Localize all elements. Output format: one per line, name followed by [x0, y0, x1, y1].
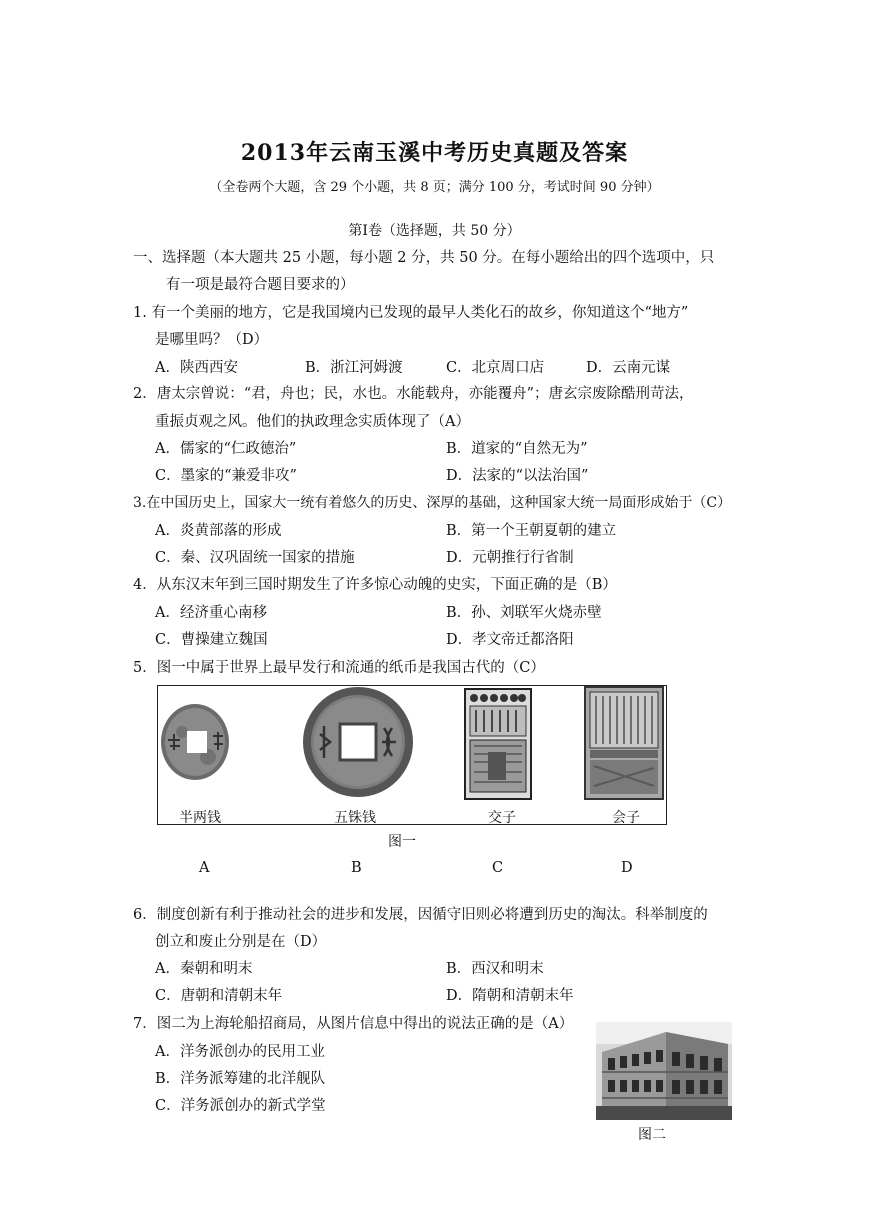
caption-banliang: 半两钱 — [179, 810, 221, 826]
section-heading: 第Ⅰ卷（选择题，共 50 分） — [348, 223, 521, 239]
figure-1-label: 图一 — [388, 834, 416, 850]
instructions-line-1: 一、选择题（本大题共 25 小题，每小题 2 分，共 50 分。在每小题给出的四个选项中，只 — [133, 250, 715, 266]
q6-option-d: D．隋朝和清朝末年 — [446, 988, 574, 1004]
q1-option-d: D．云南元谋 — [586, 360, 671, 376]
q7-option-b: B．洋务派筹建的北洋舰队 — [155, 1071, 326, 1087]
q5-option-c: C — [492, 860, 504, 876]
q2-option-d: D．法家的“以法治国” — [446, 468, 589, 484]
q3-option-c: C．秦、汉巩固统一国家的措施 — [155, 550, 355, 566]
q5-option-d: D — [621, 860, 633, 876]
q3-option-b: B．第一个王朝夏朝的建立 — [446, 523, 617, 539]
huizi-note-image — [584, 686, 664, 800]
caption-wuzhu: 五铢钱 — [334, 810, 376, 826]
q4-option-d: D．孝文帝迁都洛阳 — [446, 632, 574, 648]
q1-option-b: B．浙江河姆渡 — [305, 360, 403, 376]
q3-option-a: A．炎黄部落的形成 — [155, 523, 282, 539]
q5-stem: 5．图一中属于世界上最早发行和流通的纸币是我国古代的（C） — [133, 660, 545, 676]
q2-option-c: C．墨家的“兼爱非攻” — [155, 468, 297, 484]
q5-option-b: B — [351, 860, 362, 876]
banliang-coin-image — [160, 702, 230, 782]
q1-stem-cont: 是哪里吗？（D） — [155, 332, 269, 348]
figure-2-label: 图二 — [638, 1127, 666, 1143]
q3-option-d: D．元朝推行行省制 — [446, 550, 574, 566]
q2-stem-cont: 重振贞观之风。他们的执政理念实质体现了（A） — [155, 414, 470, 430]
q3-stem: 3.在中国历史上，国家大一统有着悠久的历史、深厚的基础，这种国家大统一局面形成始于（C） — [133, 495, 732, 511]
page-title: 2013年云南玉溪中考历史真题及答案 — [240, 140, 629, 166]
caption-jiaozi: 交子 — [488, 810, 516, 826]
q6-option-c: C．唐朝和清朝末年 — [155, 988, 283, 1004]
q1-stem: 1. 有一个美丽的地方，它是我国境内已发现的最早人类化石的故乡，你知道这个“地方” — [133, 305, 689, 321]
q7-option-c: C．洋务派创办的新式学堂 — [155, 1098, 326, 1114]
q2-stem: 2．唐太宗曾说：“君，舟也；民，水也。水能载舟，亦能覆舟”；唐玄宗废除酷刑苛法， — [133, 386, 694, 402]
caption-huizi: 会子 — [612, 810, 640, 826]
q4-option-c: C．曹操建立魏国 — [155, 632, 268, 648]
jiaozi-note-image — [464, 688, 532, 800]
q7-stem: 7．图二为上海轮船招商局，从图片信息中得出的说法正确的是（A） — [133, 1016, 574, 1032]
q5-option-a: A — [199, 860, 210, 876]
exam-info: （全卷两个大题，含 29 个小题，共 8 页；满分 100 分，考试时间 90 分钟） — [209, 180, 660, 195]
q4-stem: 4．从东汉末年到三国时期发生了许多惊心动魄的史实，下面正确的是（B） — [133, 577, 617, 593]
q6-stem: 6．制度创新有利于推动社会的进步和发展，因循守旧则必将遭到历史的淘汰。科举制度的 — [133, 907, 708, 923]
q1-option-c: C．北京周口店 — [446, 360, 545, 376]
q6-option-b: B．西汉和明末 — [446, 961, 544, 977]
q4-option-b: B．孙、刘联军火烧赤壁 — [446, 605, 602, 621]
wuzhu-coin-image — [302, 686, 414, 798]
q2-option-b: B．道家的“自然无为” — [446, 441, 588, 457]
q6-option-a: A．秦朝和明末 — [155, 961, 253, 977]
figure-1-frame — [157, 685, 667, 825]
china-merchants-building-image — [596, 1022, 732, 1120]
q6-stem-cont: 创立和废止分别是在（D） — [155, 934, 327, 950]
q1-option-a: A．陕西西安 — [155, 360, 238, 376]
q7-option-a: A．洋务派创办的民用工业 — [155, 1044, 325, 1060]
q2-option-a: A．儒家的“仁政德治” — [155, 441, 297, 457]
q4-option-a: A．经济重心南移 — [155, 605, 267, 621]
instructions-line-2: 有一项是最符合题目要求的） — [166, 277, 355, 293]
